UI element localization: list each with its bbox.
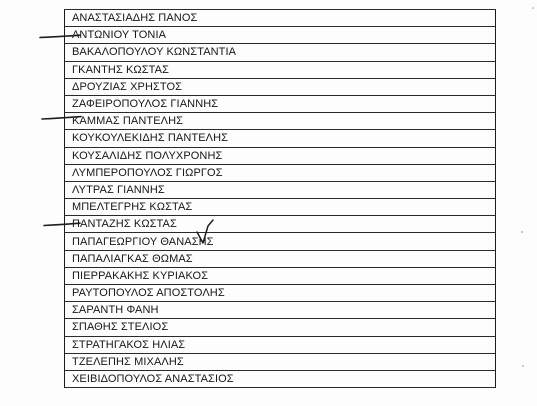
name-list-table [64,9,496,388]
name-cell: ΑΝΑΣΤΑΣΙΑΔΗΣ ΠΑΝΟΣ [65,10,496,27]
name-cell: ΒΑΚΑΛΟΠΟΥΛΟΥ ΚΩΝΣΤΑΝΤΙΑ [65,44,496,61]
table-row [65,302,496,319]
scan-speck [521,231,523,233]
name-cell: ΠΙΕΡΡΑΚΑΚΗΣ ΚΥΡΙΑΚΟΣ [65,267,496,284]
name-cell: ΡΑΥΤΟΠΟΥΛΟΣ ΑΠΟΣΤΟΛΗΣ [65,285,496,302]
scan-speck [522,365,524,367]
name-cell: ΠΑΠΑΛΙΑΓΚΑΣ ΘΩΜΑΣ [65,250,496,267]
table-row [65,370,496,387]
name-cell: ΑΝΤΩΝΙΟΥ ΤΟΝΙΑ [65,27,496,44]
name-cell: ΣΤΡΑΤΗΓΑΚΟΣ ΗΛΙΑΣ [65,336,496,353]
name-cell: ΛΥΜΠΕΡΟΠΟΥΛΟΣ ΓΙΩΡΓΟΣ [65,164,496,181]
table-row [65,10,496,27]
table-row [65,147,496,164]
name-cell: ΠΑΠΑΓΕΩΡΓΙΟΥ ΘΑΝΑΣΗΣ [65,233,496,250]
name-cell: ΓΚΑΝΤΗΣ ΚΩΣΤΑΣ [65,61,496,78]
table-row [65,61,496,78]
table-row [65,113,496,130]
name-cell: ΚΑΜΜΑΣ ΠΑΝΤΕΛΗΣ [65,113,496,130]
name-cell: ΧΕΙΒΙΔΟΠΟΥΛΟΣ ΑΝΑΣΤΑΣΙΟΣ [65,370,496,387]
table-row [65,44,496,61]
table-row [65,285,496,302]
name-cell: ΣΠΑΘΗΣ ΣΤΕΛΙΟΣ [65,319,496,336]
table-row [65,267,496,284]
table-row [65,27,496,44]
table-row [65,336,496,353]
table-row [65,233,496,250]
name-cell: ΚΟΥΣΑΛΙΔΗΣ ΠΟΛΥΧΡΟΝΗΣ [65,147,496,164]
table-row [65,319,496,336]
name-cell: ΛΥΤΡΑΣ ΓΙΑΝΝΗΣ [65,181,496,198]
table-row [65,181,496,198]
name-cell: ΠΑΝΤΑΖΗΣ ΚΩΣΤΑΣ [65,216,496,233]
name-cell: ΚΟΥΚΟΥΛΕΚΙΔΗΣ ΠΑΝΤΕΛΗΣ [65,130,496,147]
table-row [65,199,496,216]
name-cell: ΜΠΕΛΤΕΓΡΗΣ ΚΩΣΤΑΣ [65,199,496,216]
name-cell: ΣΑΡΑΝΤΗ ΦΑΝΗ [65,302,496,319]
table-row [65,95,496,112]
table-row [65,353,496,370]
table-row [65,164,496,181]
name-cell: ΤΖΕΛΕΠΗΣ ΜΙΧΑΛΗΣ [65,353,496,370]
name-cell: ΖΑΦΕΙΡΟΠΟΥΛΟΣ ΓΙΑΝΝΗΣ [65,95,496,112]
name-cell: ΔΡΟΥΖΙΑΣ ΧΡΗΣΤΟΣ [65,78,496,95]
table-row [65,250,496,267]
table-row [65,216,496,233]
table-row [65,78,496,95]
table-row [65,130,496,147]
scan-speck [532,7,534,9]
